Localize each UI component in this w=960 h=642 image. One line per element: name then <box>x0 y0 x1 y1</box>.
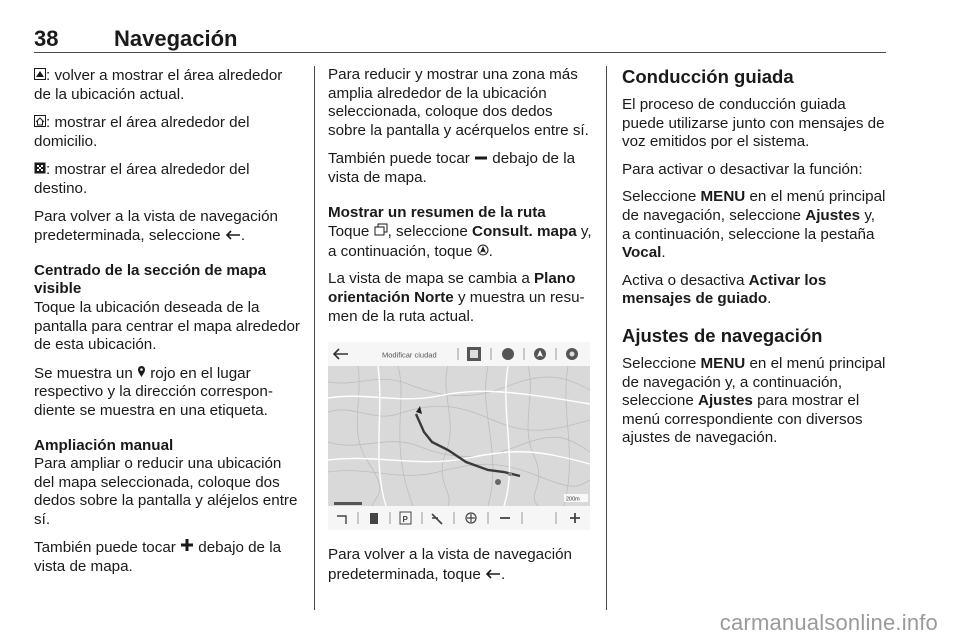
column-1 <box>34 66 302 586</box>
paragraph: Seleccione MENU en el menú principal de navegación, seleccione Ajustes y, a continuación, seleccione la pestaña Vocal. <box>622 188 886 262</box>
paragraph: Toque , seleccione Consult. mapa y, a continuación, toque . <box>328 223 592 260</box>
map-options-icon <box>374 222 388 241</box>
paragraph: Seleccione MENU en el menú principal de navegación y, a continuación, seleccione Ajustes para mostrar el menú correspondiente con diversos ajustes de navegación. <box>622 354 886 447</box>
page-header <box>34 22 886 54</box>
paragraph: Para ampliar o reducir una ubicación del mapa seleccionada, coloque dos dedos sobre la pantalla y aléjelos entre sí. <box>34 455 298 528</box>
column-divider-2 <box>606 66 607 610</box>
home-map-icon <box>34 66 46 85</box>
paragraph: Para volver a la vista de navegación predeterminada, toque . <box>328 546 572 583</box>
map-screenshot <box>328 342 590 530</box>
subheading: Mostrar un resumen de la ruta <box>328 203 546 221</box>
paragraph: Activa o desactiva Activar los mensajes de guiado. <box>622 271 827 308</box>
destination-icon <box>34 160 46 179</box>
paragraph: : volver a mostrar el área alrededor de la ubicación actual. <box>34 67 283 103</box>
paragraph: Se muestra un rojo en el lugar respectivo y la dirección correspondiente se muestra en una etiqueta. <box>34 364 273 419</box>
column-3 <box>622 66 886 457</box>
subheading: Centrado de la sección de mapa visible <box>34 261 267 298</box>
column-2 <box>328 66 592 593</box>
paragraph: Para volver a la vista de navegación predeterminada, seleccione . <box>34 207 278 245</box>
page-number: 38 <box>34 26 59 51</box>
paragraph: Para reducir y mostrar una zona más amplia alrededor de la ubicación seleccionada, coloque dos dedos sobre la pantalla y acérquelos entre sí. <box>328 66 589 139</box>
subheading: Ampliación manual <box>34 436 174 454</box>
map-pin-icon <box>137 364 146 383</box>
watermark: carmanualsonline.info <box>719 610 938 635</box>
map-illustration <box>328 342 590 530</box>
paragraph: También puede tocar debajo de la vista de mapa. <box>34 539 282 576</box>
column-divider-1 <box>314 66 315 610</box>
section-heading: Conducción guiada <box>622 66 794 87</box>
back-arrow-icon <box>225 226 241 245</box>
minus-icon <box>474 149 488 168</box>
paragraph: : mostrar el área alrededor del destino. <box>34 161 250 197</box>
chapter-title: Navegación <box>114 26 238 51</box>
paragraph: : mostrar el área alrededor del domicilio. <box>34 114 250 150</box>
header-rule <box>34 52 886 53</box>
paragraph: Para activar o desactivar la función: <box>622 160 863 178</box>
paragraph: Toque la ubicación deseada de la pantalla para centrar el mapa alrededor de esta ubicación. <box>34 298 300 354</box>
map-scale: 200m <box>566 496 580 503</box>
paragraph: El proceso de conducción guiada puede utilizarse junto con mensajes de voz emitidos por el sistema. <box>622 96 885 151</box>
back-arrow-icon <box>485 565 501 584</box>
home-icon <box>34 113 46 132</box>
map-title: Modificar ciudad <box>382 350 437 360</box>
north-up-icon <box>477 242 489 261</box>
svg-text:P: P <box>402 515 408 525</box>
section-heading: Ajustes de navegación <box>622 324 823 346</box>
paragraph: También puede tocar debajo de la vista de mapa. <box>328 150 576 186</box>
plus-icon <box>180 538 194 557</box>
paragraph: La vista de mapa se cambia a Plano orientación Norte y muestra un resumen de la ruta actual. <box>328 270 585 325</box>
